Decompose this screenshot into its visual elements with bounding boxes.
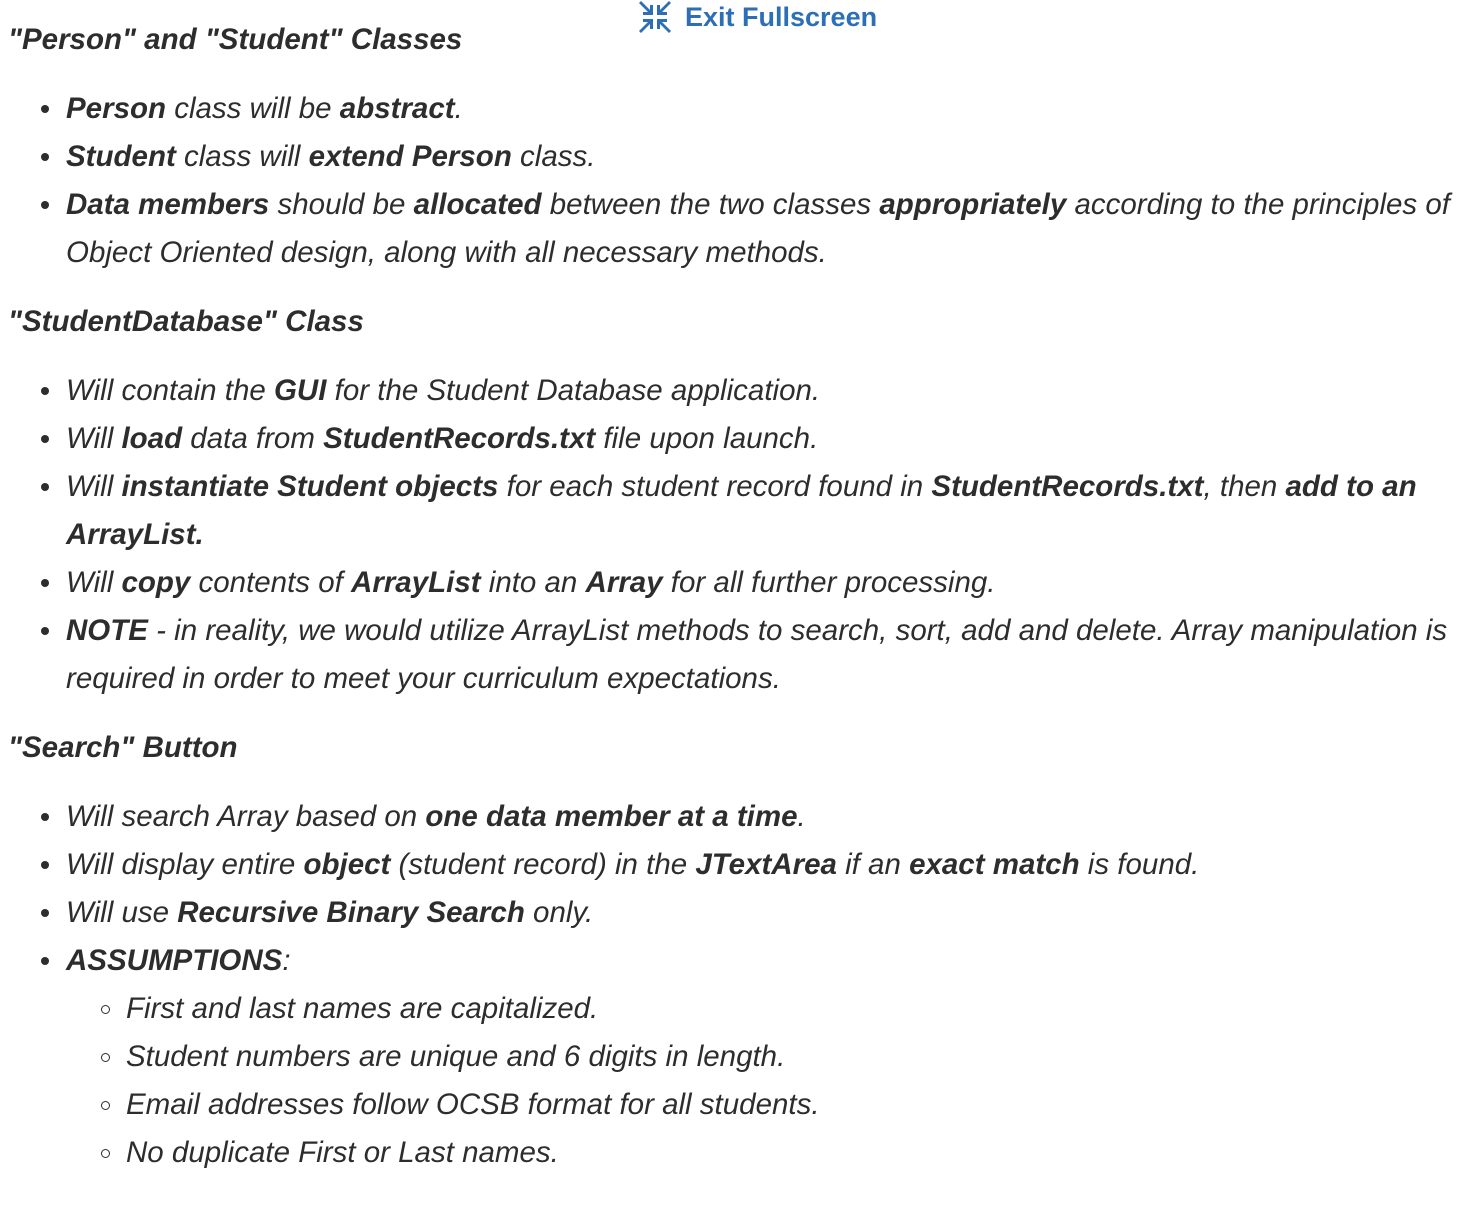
emphasis-text: Data members (66, 188, 270, 221)
item-text: (student record) in the (390, 848, 696, 881)
emphasis-text: NOTE (66, 614, 148, 647)
emphasis-text: add to an ArrayList. (66, 470, 1417, 551)
requirement-item (66, 607, 1462, 703)
item-text: is found. (1079, 848, 1200, 881)
item-text: . (454, 92, 463, 125)
item-text: class will be (166, 92, 340, 125)
requirement-item (66, 181, 1462, 277)
item-text: Will (66, 422, 122, 455)
requirement-list (8, 85, 1462, 277)
item-text: contents of (190, 566, 352, 599)
item-text: for each student record found in (498, 470, 932, 503)
assumption-item: Student numbers are unique and 6 digits in length. (126, 1033, 1462, 1081)
item-text: if an (836, 848, 910, 881)
item-text: for all further processing. (662, 566, 996, 599)
item-text: Will (66, 470, 122, 503)
requirement-item (66, 85, 1462, 133)
item-text: Will (66, 566, 122, 599)
item-text: into an (480, 566, 586, 599)
item-text: , then (1203, 470, 1286, 503)
emphasis-text: abstract (339, 92, 455, 125)
emphasis-text: Student (66, 140, 176, 173)
item-text: Will contain the (66, 374, 274, 407)
item-text: between the two classes (541, 188, 880, 221)
assumption-item: Email addresses follow OCSB format for all students. (126, 1081, 1462, 1129)
section-heading: "StudentDatabase" Class (8, 305, 364, 338)
emphasis-text: object (303, 848, 391, 881)
item-text: according to the principles of Object Oriented design, along with all necessary methods. (66, 188, 1450, 269)
requirement-list (8, 793, 1462, 1177)
item-text: file upon launch. (595, 422, 819, 455)
assumption-list (66, 985, 1462, 1177)
section-heading: "Person" and "Student" Classes (8, 23, 463, 56)
item-text: Will display entire (66, 848, 304, 881)
exit-fullscreen-label[interactable]: Exit Fullscreen (685, 1, 878, 32)
item-text: only. (524, 896, 594, 929)
item-text: Will search Array based on (66, 800, 426, 833)
item-text: : (282, 944, 291, 977)
item-text: class. (511, 140, 596, 173)
item-text: - in reality, we would utilize ArrayList methods to search, sort, add and delete. Array manipulation is required in order to meet your curriculum expectations. (66, 614, 1448, 695)
emphasis-text: ArrayList (351, 566, 481, 599)
item-text: Will use (66, 896, 178, 929)
emphasis-text: Recursive Binary Search (177, 896, 525, 929)
emphasis-text: GUI (273, 374, 327, 407)
assumption-item: First and last names are capitalized. (126, 985, 1462, 1033)
requirement-item (66, 841, 1462, 889)
item-text: class will (175, 140, 309, 173)
emphasis-text: Person (66, 92, 167, 125)
requirement-item (66, 559, 1462, 607)
emphasis-text: extend Person (308, 140, 512, 173)
emphasis-text: instantiate Student objects (121, 470, 499, 503)
assumption-item: No duplicate First or Last names. (126, 1129, 1462, 1177)
requirement-item (66, 463, 1462, 559)
requirement-list (8, 367, 1462, 703)
emphasis-text: allocated (413, 188, 542, 221)
requirement-item (66, 889, 1462, 937)
emphasis-text: Array (585, 566, 663, 599)
emphasis-text: StudentRecords.txt (323, 422, 596, 455)
assignment-content (8, 14, 1462, 1196)
emphasis-text: StudentRecords.txt (931, 470, 1204, 503)
emphasis-text: load (121, 422, 183, 455)
emphasis-text: copy (121, 566, 191, 599)
item-text: . (797, 800, 806, 833)
emphasis-text: appropriately (879, 188, 1067, 221)
emphasis-text: one data member at a time (425, 800, 798, 833)
item-text: for the Student Database application. (326, 374, 821, 407)
requirement-item (66, 133, 1462, 181)
requirement-item (66, 415, 1462, 463)
requirement-item (66, 937, 1462, 1177)
item-text: data from (182, 422, 324, 455)
section-heading: "Search" Button (8, 731, 238, 764)
emphasis-text: JTextArea (695, 848, 837, 881)
emphasis-text: ASSUMPTIONS (66, 944, 283, 977)
item-text: should be (269, 188, 414, 221)
requirement-item (66, 793, 1462, 841)
emphasis-text: exact match (909, 848, 1080, 881)
requirement-item (66, 367, 1462, 415)
